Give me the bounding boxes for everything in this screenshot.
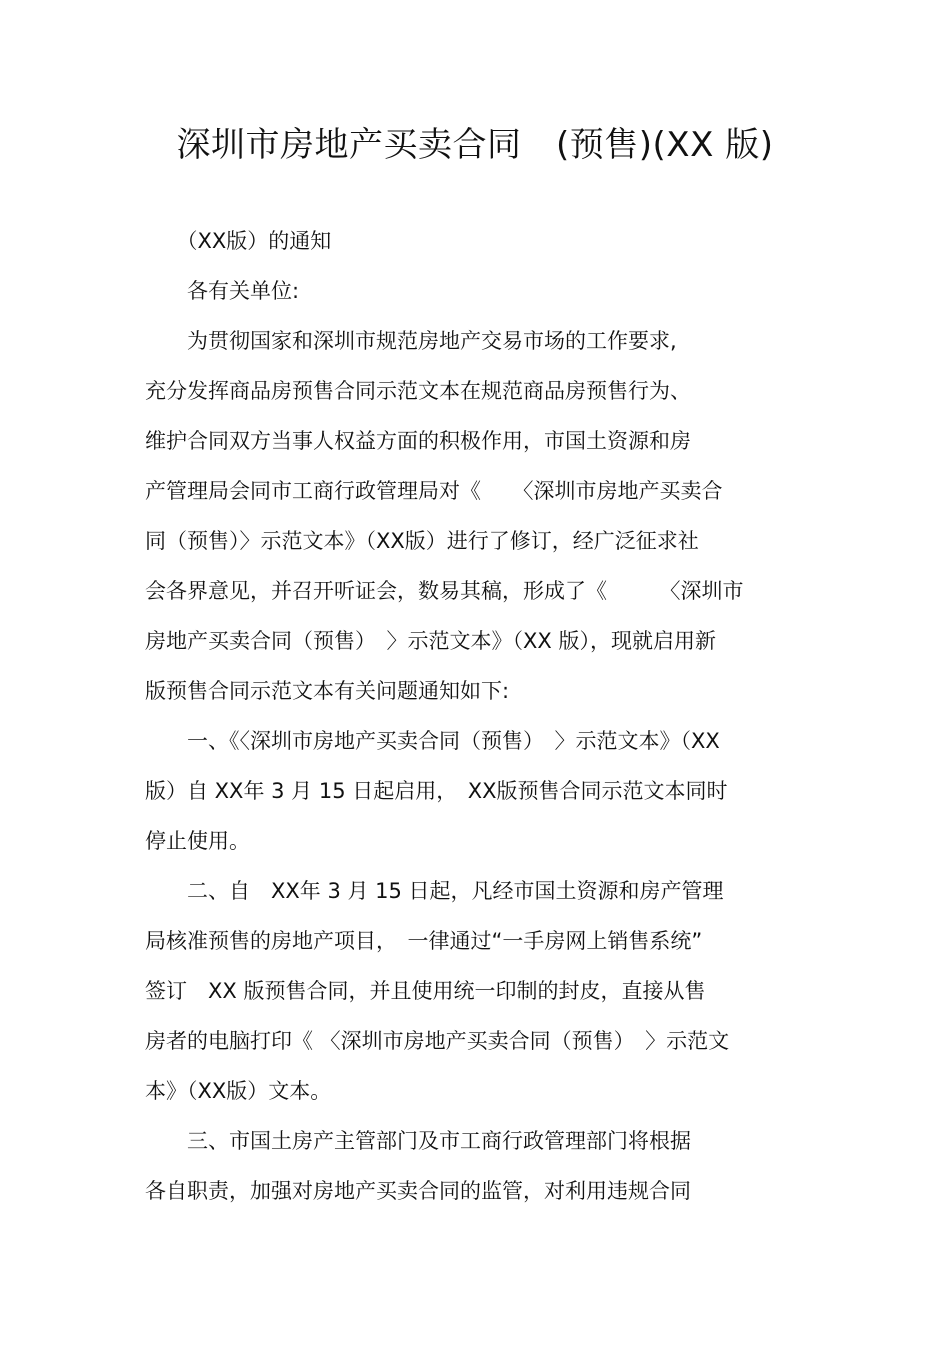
text-line: 本》（XX版）文本。 <box>145 1079 332 1103</box>
text-line: 停止使用。 <box>145 829 250 853</box>
text-line: 局核准预售的房地产项目， 一律通过“一手房网上销售系统” <box>145 929 703 953</box>
text-line: 三、市国土房产主管部门及市工商行政管理部门将根据 <box>145 1129 691 1153</box>
text-line: 各自职责，加强对房地产买卖合同的监管，对利用违规合同 <box>145 1179 691 1203</box>
text-line: 版预售合同示范文本有关问题通知如下: <box>145 679 510 703</box>
text-line: 产管理局会同市工商行政管理局对《 〈深圳市房地产买卖合 <box>145 479 723 503</box>
text-line: 二、自 XX年 3 月 15 日起，凡经市国土资源和房产管理 <box>145 879 724 903</box>
text-line: 房地产买卖合同（预售） 〉示范文本》（XX 版），现就启用新 <box>145 629 716 653</box>
text-line: 维护合同双方当事人权益方面的积极作用，市国土资源和房 <box>145 429 691 453</box>
text-line: 签订 XX 版预售合同，并且使用统一印制的封皮，直接从售 <box>145 979 706 1003</box>
text-line: 会各界意见，并召开听证会，数易其稿，形成了《 〈深圳市 <box>145 579 744 603</box>
text-line: 一、《〈深圳市房地产买卖合同（预售） 〉示范文本》（XX <box>145 729 720 753</box>
text-line: 充分发挥商品房预售合同示范文本在规范商品房预售行为、 <box>145 379 691 403</box>
document-title: 深圳市房地产买卖合同 (预售)(XX 版) <box>176 125 774 165</box>
text-line: 版）自 XX年 3 月 15 日起启用， XX版预售合同示范文本同时 <box>145 779 728 803</box>
text-line: 同（预售）〉示范文本》（XX版）进行了修订，经广泛征求社 <box>145 529 699 553</box>
text-line: 房者的电脑打印《 〈深圳市房地产买卖合同（预售） 〉示范文 <box>145 1029 730 1053</box>
text-line: 为贯彻国家和深圳市规范房地产交易市场的工作要求, <box>145 329 677 353</box>
text-line: 各有关单位: <box>145 279 300 303</box>
text-line: （XX版）的通知 <box>145 229 332 253</box>
